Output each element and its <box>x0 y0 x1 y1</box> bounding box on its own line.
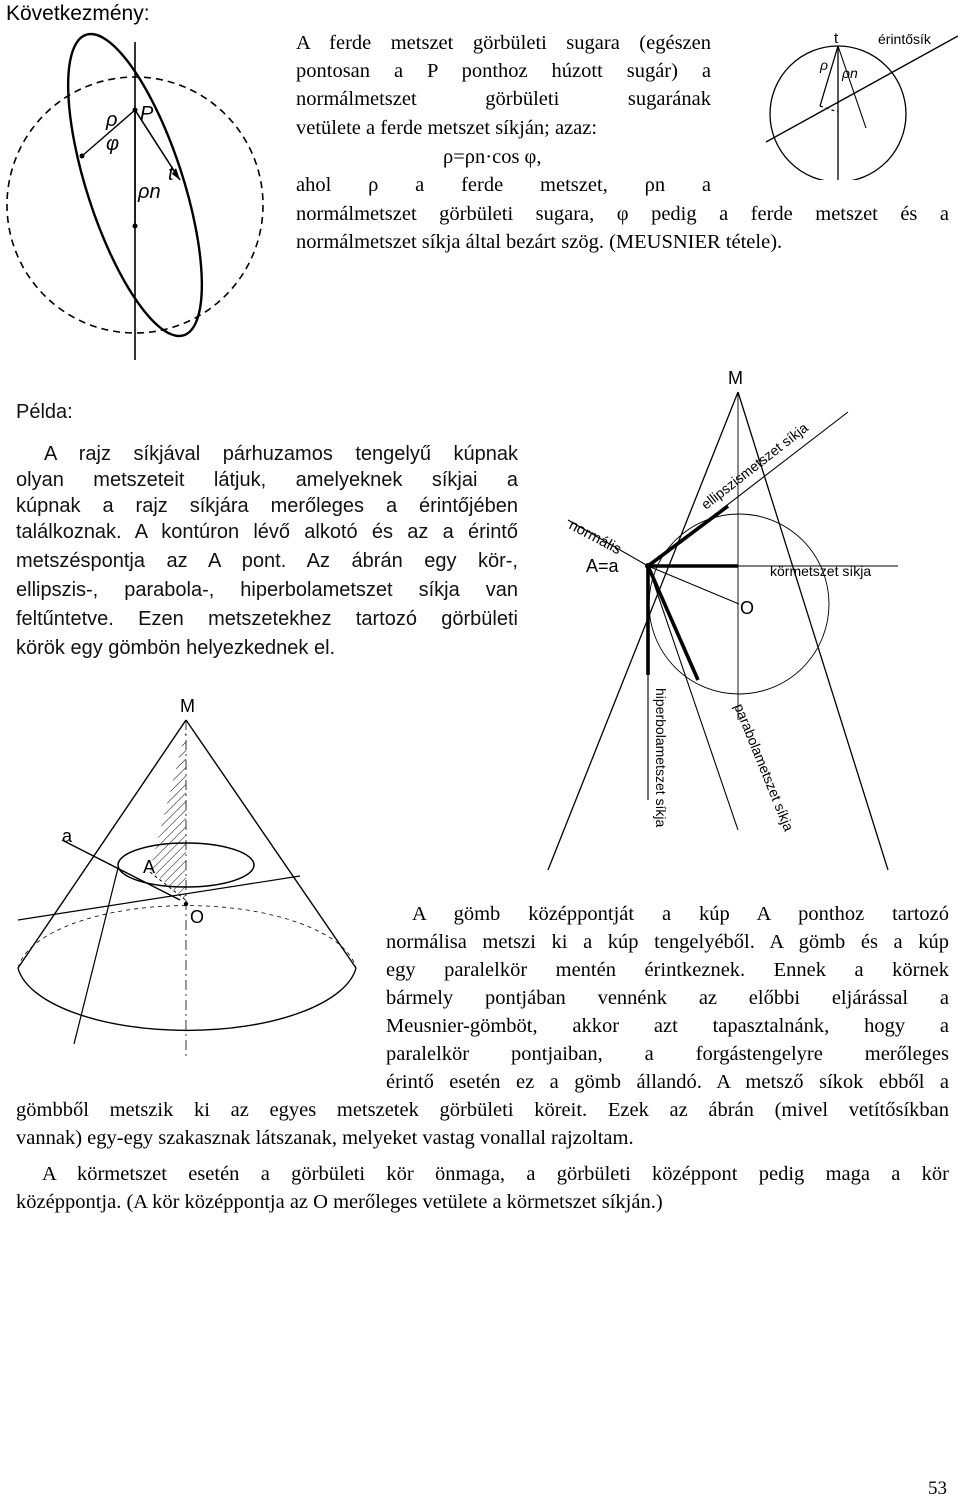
label-hyperbola-plane: hiperbolametszet síkja <box>653 688 669 828</box>
label-circle-plane: körmetszet síkja <box>770 563 872 579</box>
label-rho2: ρ <box>820 57 829 73</box>
closing-line: vannak) egy-egy szakasznak látszanak, melyeket vastag vonallal rajzoltam. <box>16 1127 634 1149</box>
closing-line: paralelkör pontjaiban, a forgástengelyre merőleges <box>386 1043 949 1065</box>
example-line: metszéspontja az A pont. Az ábrán egy kör-, <box>16 550 518 572</box>
closing-line: bármely pontjában vennénk az előbbi eljárással a <box>386 987 949 1009</box>
label-rho-n2: ρn <box>842 65 858 81</box>
example-line: körök egy gömbön helyezkednek el. <box>16 637 336 659</box>
label-o-3d: O <box>190 907 205 927</box>
label-rho-n: ρn <box>138 181 161 203</box>
label-a-eq: A=a <box>586 556 619 576</box>
meusnier-sphere-figure <box>0 30 280 360</box>
label-a-3d: a <box>62 826 73 846</box>
meusnier-line: normálmetszet síkja által bezárt szög. (MEUSNIER tétele). <box>296 231 783 253</box>
meusnier-line: normálmetszet görbületi sugarának <box>296 88 711 110</box>
label-m-3d: M <box>180 696 195 716</box>
example-line: A rajz síkjával párhuzamos tengelyű kúpnak <box>44 443 518 465</box>
closing-line: A gömb középpontját a kúp A ponthoz tartozó <box>412 903 949 925</box>
closing-line: gömbből metszik ki az egyes metszetek görbületi köreit. Ezek az ábrán (mivel vetítősíkban <box>16 1099 949 1121</box>
example-line: ellipszis-, parabola-, hiperbolametszet síkja van <box>16 579 518 601</box>
meusnier-line: pontosan a P ponthoz húzott sugár) a <box>296 60 711 82</box>
cone-sections-figure <box>538 360 960 870</box>
example-line: találkoznak. A kontúron lévő alkotó és az a érintő <box>16 521 518 543</box>
example-line: kúpnak a rajz síkjára merőleges a érintőjében <box>16 495 518 517</box>
label-phi: φ <box>106 133 120 155</box>
example-line: olyan metszeteit látjuk, amelyeknek síkjai a <box>16 469 518 491</box>
cone-3d-figure <box>0 690 380 1070</box>
meusnier-line: normálmetszet görbületi sugara, φ pedig a ferde metszet és a <box>296 203 949 225</box>
page-heading: Következmény: <box>6 2 150 25</box>
example-title: Példa: <box>16 401 73 423</box>
label-ellipse-plane: ellipszismetszet síkja <box>697 419 811 513</box>
label-t2: t <box>834 30 839 47</box>
label-p: P <box>140 103 154 125</box>
page-number: 53 <box>928 1478 947 1499</box>
meusnier-formula: ρ=ρn·cos φ, <box>443 146 542 168</box>
closing-line: A körmetszet esetén a görbületi kör önmaga, a görbületi középpont pedig maga a kör <box>42 1163 949 1185</box>
closing-line: normálisa metszi ki a kúp tengelyéből. A gömb és a kúp <box>386 931 949 953</box>
meusnier-line: vetülete a ferde metszet síkján; azaz: <box>296 117 598 139</box>
label-normal: normális <box>566 516 625 559</box>
closing-line: egy paralelkör mentén érintkeznek. Ennek a körnek <box>386 959 949 981</box>
label-t: t <box>168 163 174 185</box>
closing-line: Meusnier-gömböt, akkor azt tapasztalnánk, hogy a <box>386 1015 949 1037</box>
label-m: M <box>728 368 743 388</box>
tangent-plane-figure <box>762 28 958 180</box>
meusnier-line: A ferde metszet görbületi sugara (egészen <box>296 32 711 54</box>
example-line: feltűntetve. Ezen metszetekhez tartozó görbületi <box>16 608 518 630</box>
label-tangent-plane: érintősík <box>878 31 931 47</box>
label-A-3d: A <box>143 857 156 877</box>
closing-line: középpontja. (A kör középpontja az O merőleges vetülete a körmetszet síkján.) <box>16 1191 663 1213</box>
label-o: O <box>740 598 755 618</box>
closing-line: érintő esetén ez a gömb állandó. A metsző síkok ebből a <box>386 1071 949 1093</box>
meusnier-line: ahol ρ a ferde metszet, ρn a <box>296 174 711 196</box>
label-parabola-plane: parabolametszet síkja <box>731 701 798 834</box>
label-rho: ρ <box>106 109 118 131</box>
